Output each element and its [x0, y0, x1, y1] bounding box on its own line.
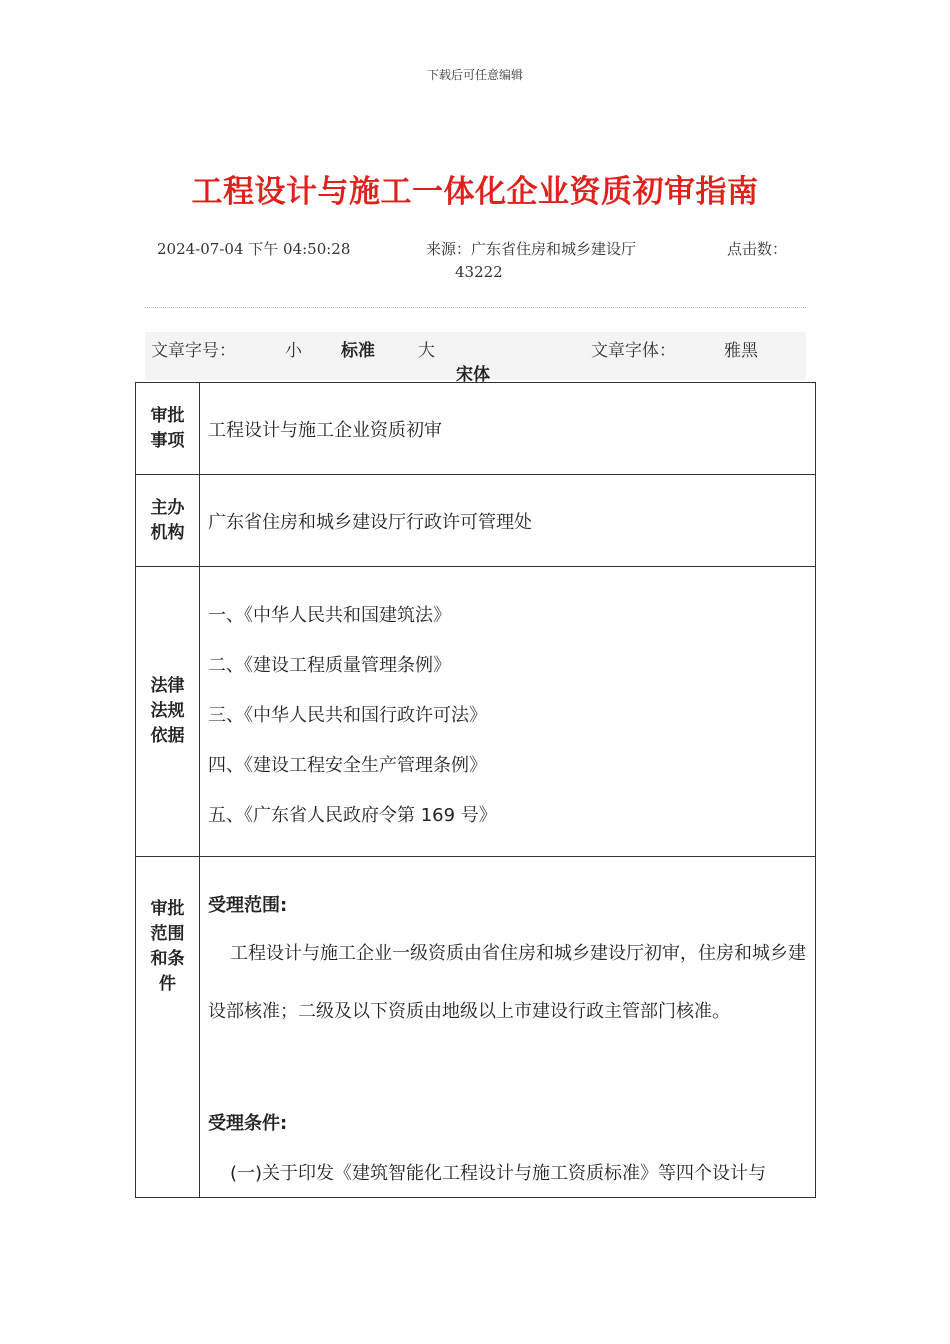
- page-title: 工程设计与施工一体化企业资质初审指南: [191, 174, 759, 210]
- list-item: 二、《建设工程质量管理条例》: [208, 654, 451, 676]
- conditions-text: (一)关于印发《建筑智能化工程设计与施工资质标准》等四个设计与: [230, 1163, 767, 1184]
- guide-table: [135, 382, 816, 1198]
- font-song-button[interactable]: 宋体: [456, 365, 490, 385]
- scope-heading: 受理范围:: [208, 895, 288, 916]
- list-item: 四、《建设工程安全生产管理条例》: [208, 754, 487, 776]
- font-family-label: 文章字体：: [591, 341, 676, 361]
- conditions-heading: 受理条件:: [208, 1113, 288, 1134]
- row-label: 法律法规依据: [136, 567, 200, 857]
- row-label: 审批范围和条件: [136, 857, 200, 1198]
- hits-value: 43222: [455, 263, 503, 281]
- list-item: 五、《广东省人民政府令第 169 号》: [208, 804, 497, 826]
- list-item: 三、《中华人民共和国行政许可法》: [208, 704, 487, 726]
- scope-text: 工程设计与施工企业一级资质由省住房和城乡建设厅初审，住房和城乡建设部核准；二级及以下资质由地级以上市建设行政主管部门核准。: [208, 943, 806, 1022]
- font-yahei-button[interactable]: 雅黑: [724, 341, 758, 361]
- font-size-large-button[interactable]: 大: [418, 341, 435, 361]
- table-row: [136, 475, 816, 567]
- source-text: 来源：广东省住房和城乡建设厅: [426, 240, 637, 258]
- divider: [145, 307, 806, 308]
- header-note: 下载后可任意编辑: [426, 68, 523, 82]
- font-size-standard-button[interactable]: 标准: [341, 341, 375, 361]
- table-row: [136, 383, 816, 475]
- table-row: [136, 857, 816, 1198]
- scope-conditions-cell: [200, 857, 816, 1198]
- host-agency-value: 广东省住房和城乡建设厅行政许可管理处: [200, 475, 816, 567]
- publish-datetime: 2024-07-04 下午 04:50:28: [157, 240, 351, 258]
- row-label: 审批事项: [136, 383, 200, 475]
- approval-item-value: 工程设计与施工企业资质初审: [200, 383, 816, 475]
- row-label: 主办机构: [136, 475, 200, 567]
- font-size-label: 文章字号：: [151, 341, 236, 361]
- article-toolbar: [145, 332, 806, 385]
- font-size-small-button[interactable]: 小: [285, 341, 302, 361]
- legal-basis-list: [200, 567, 816, 857]
- table-row: [136, 567, 816, 857]
- hits-label: 点击数：: [727, 240, 788, 258]
- list-item: 一、《中华人民共和国建筑法》: [208, 604, 451, 626]
